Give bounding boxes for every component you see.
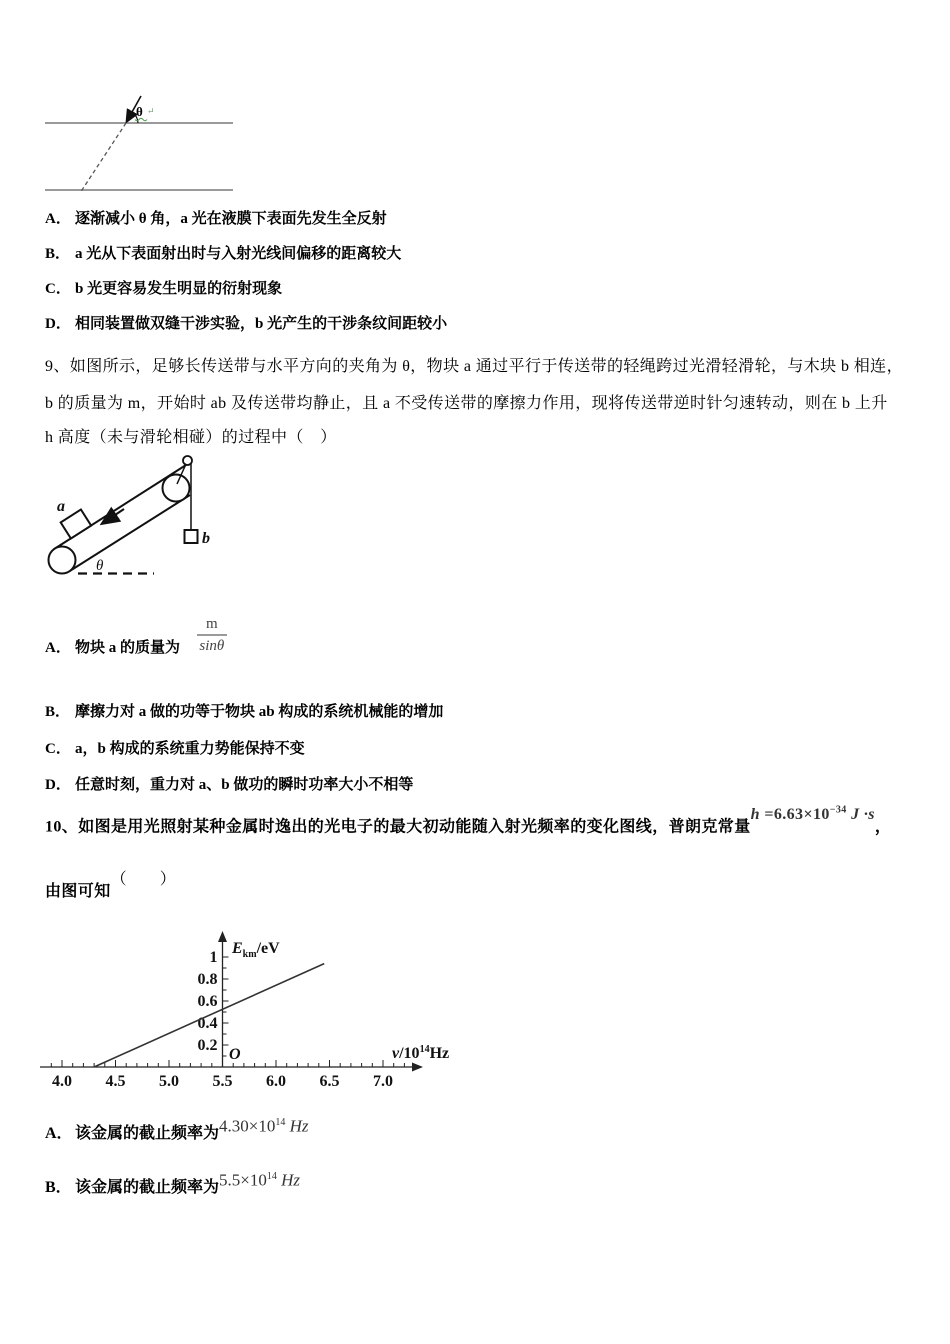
option-letter: B． [45,246,71,262]
x-axis-label: $\nu/10^{14}Hz$ [392,1044,450,1062]
block-b [185,530,198,543]
q9-option-d [45,775,413,795]
q9-option-a [45,638,180,658]
q9-line-3: h 高度（未与滑轮相碰）的过程中（ ） [45,429,337,446]
option-letter: B． [45,1179,72,1196]
option-text: 逐渐减小 θ 角，a 光在液膜下表面先发生全反射 [75,211,387,227]
x-tick-label: 6.5 [319,1073,340,1090]
top-roller [163,475,190,502]
x-axis-arrow [412,1063,423,1072]
q9-option-b [45,702,443,722]
option-text: 任意时刻，重力对 a、b 做功的瞬时功率大小不相等 [75,777,414,793]
block-b-label: b [202,530,210,547]
q10-text: 10、如图是用光照射某种金属时逸出的光电子的最大初动能随入射光频率的变化图线，普朗克常量 [45,818,751,836]
optics-option-c [45,279,282,299]
y-tick-label: 0.6 [197,993,218,1010]
cutoff-frequency-value-a: $4.30\times 10^{14}$ Hz [219,1116,309,1136]
q10-line-2 [45,871,177,902]
option-letter: D． [45,777,71,793]
bottom-roller [49,547,76,574]
option-letter: A． [45,211,71,227]
block-a [61,510,91,539]
belt-bottom-surface [69,495,190,571]
x-tick-label: 7.0 [373,1073,393,1090]
photoelectric-chart [35,925,465,1095]
q9-line-2: b 的质量为 m，开始时 ab 及传送带均静止，且 a 不受传送带的摩擦力作用，现将传送带逆时针匀速转动，则在 b 上升 [45,395,888,412]
y-tick-label: 1 [209,949,218,966]
optics-option-b [45,244,401,264]
q10-option-b [45,1170,301,1202]
option-text: b 光更容易发生明显的衍射现象 [75,281,283,297]
planck-constant-formula: $h =6.63\times 10^{-34}$ J ·s [750,805,875,824]
option-text: 该金属的截止频率为 [75,1125,220,1142]
option-letter: A． [45,1125,73,1142]
x-tick-label: 4.5 [105,1073,126,1090]
fraction-denominator: sinθ [199,638,225,654]
q10-option-a [45,1116,309,1148]
mass-fraction [197,616,227,656]
option-text: 摩擦力对 a 做的功等于物块 ab 构成的系统机械能的增加 [75,704,444,720]
option-letter: D． [45,316,71,332]
option-text: a，b 构成的系统重力势能保持不变 [75,741,305,757]
y-tick-label: 0.4 [197,1015,218,1032]
q10-text-2: 由图可知 [45,883,111,900]
option-text: 物块 a 的质量为 [75,640,181,656]
answer-parens: （ ） [110,871,177,888]
y-tick-label: 0.2 [197,1037,218,1054]
return-mark: ↵ [147,106,155,116]
x-tick-label: 5.0 [159,1073,179,1090]
option-letter: B． [45,704,71,720]
option-letter: C． [45,281,71,297]
x-tick-label: 5.5 [212,1073,233,1090]
optics-option-a [45,209,387,229]
option-text: 该金属的截止频率为 [75,1179,220,1196]
q10-line-1 [45,805,892,837]
option-text: 相同装置做双缝干涉实验，b 光产生的干涉条纹间距较小 [75,316,448,332]
theta-angle-label: θ [136,104,143,119]
option-text: a 光从下表面射出时与入射光线间偏移的距离较大 [75,246,402,262]
block-a-label: a [57,498,65,515]
q9-option-c [45,739,305,759]
x-tick-label: 4.0 [52,1073,72,1090]
y-axis-label: $E_{km}/eV$ [232,940,280,960]
q9-line-1: 9、如图所示，足够长传送带与水平方向的夹角为 θ，物块 a 通过平行于传送带的轻绳跨过光滑轻滑轮，与木块 b 相连， [45,358,903,375]
conveyor-belt-figure [40,448,255,588]
option-letter: A． [45,640,71,656]
thin-film-figure [40,88,300,203]
refracted-ray [80,123,126,193]
cutoff-frequency-value-b: $5.5\times 10^{14}$ Hz [219,1170,301,1190]
incline-angle-label: θ [96,558,104,574]
fraction-numerator: m [197,616,227,636]
y-tick-label: 0.8 [197,971,218,988]
optics-option-d [45,314,447,334]
comma: ， [874,818,892,836]
origin-label: O [229,1046,241,1063]
option-letter: C． [45,741,71,757]
y-axis-arrow [218,931,227,942]
x-tick-label: 6.0 [266,1073,286,1090]
